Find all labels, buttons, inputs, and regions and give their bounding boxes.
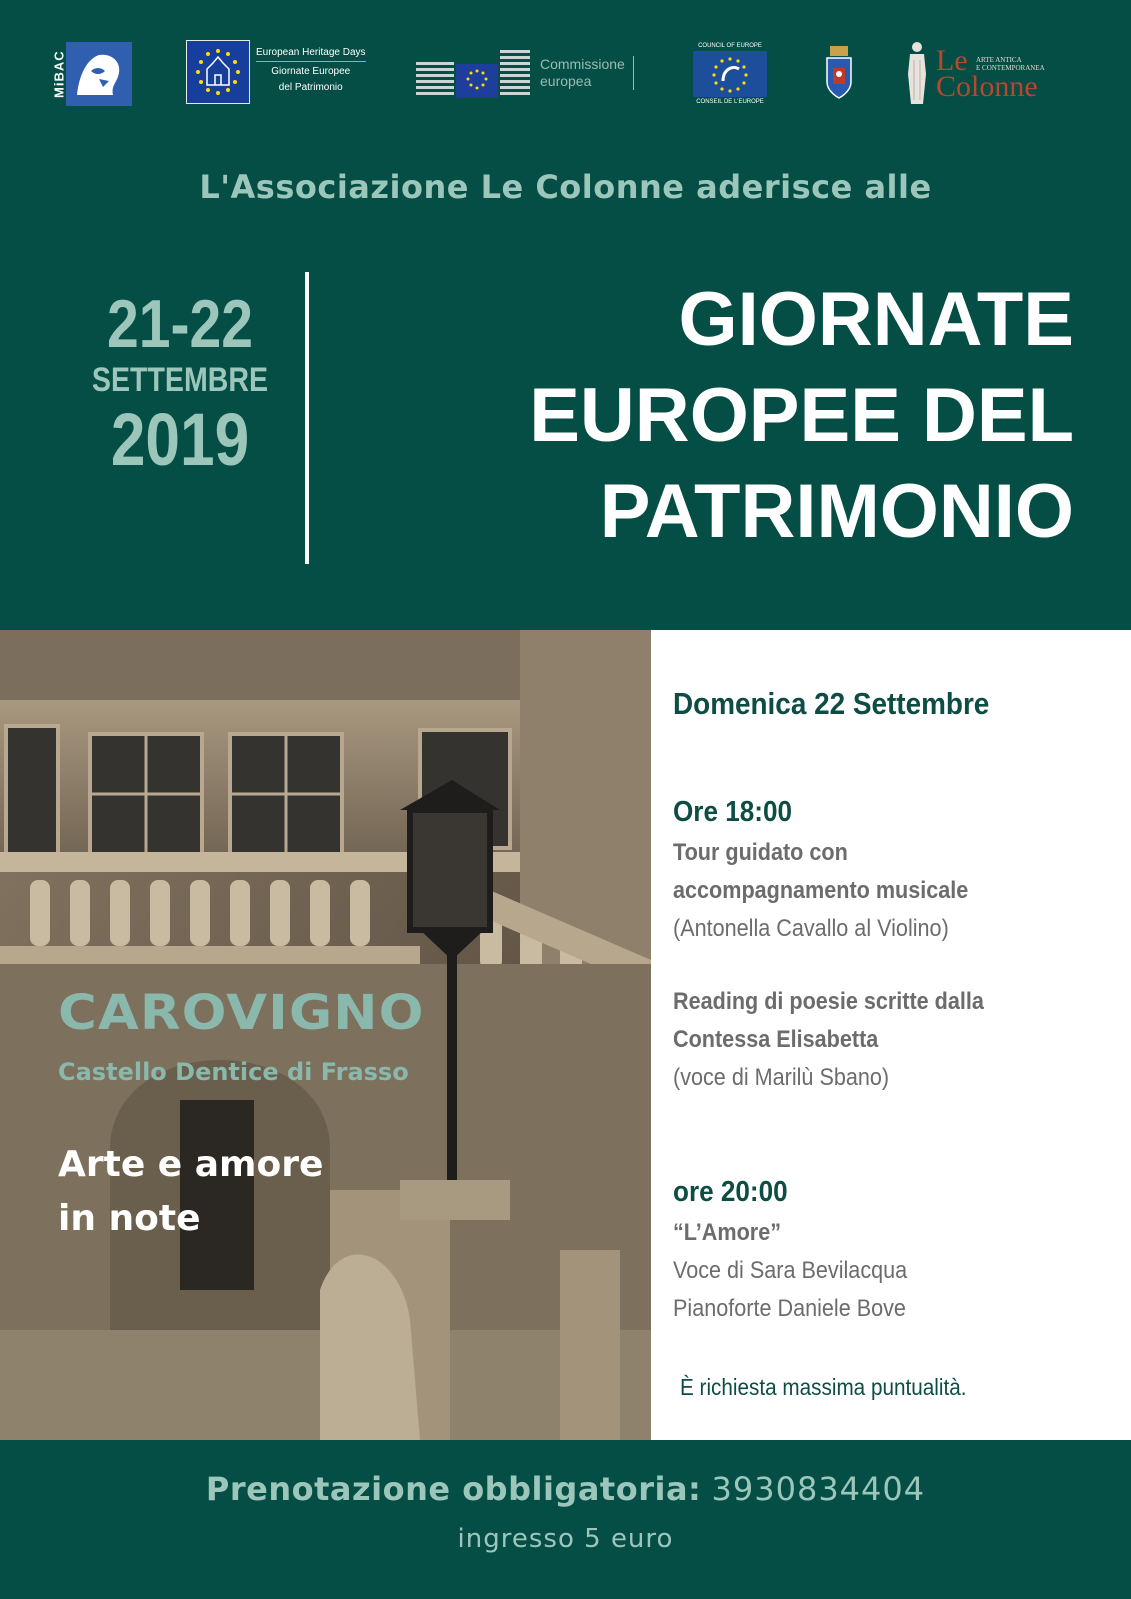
statue-figure-icon	[902, 40, 932, 108]
date-year: 2019	[110, 398, 250, 481]
commissione-line1: Commissione	[540, 56, 625, 72]
event-subtitle-line2: in note	[58, 1198, 201, 1239]
mibac-logo-text: MiBAC	[51, 50, 67, 98]
le-colonne-tagline-line2: E CONTEMPORANEA	[976, 64, 1045, 72]
event-subtitle-line1: Arte e amore	[58, 1144, 324, 1185]
le-colonne-logo	[902, 40, 1072, 108]
activity-3-line1: Voce di Sara Bevilacqua	[673, 1257, 908, 1284]
ehd-label-line2: Giornate Europee	[271, 66, 351, 77]
european-heritage-days-logo	[186, 40, 366, 104]
activity-1-line1: Tour guidato con	[673, 839, 848, 866]
event-date	[60, 288, 300, 480]
ehd-label-line1: European Heritage Days	[256, 40, 366, 62]
castle-name: Castello Dentice di Frasso	[58, 1058, 409, 1086]
commissione-europea-logo	[414, 42, 654, 104]
le-colonne-tagline	[976, 56, 1045, 72]
coe-top-label: COUNCIL OF EUROPE	[698, 43, 762, 49]
program-activity-3	[673, 1214, 933, 1328]
city-crest-icon	[824, 44, 854, 102]
le-colonne-tagline-line1: ARTE ANTICA	[976, 56, 1022, 64]
booking-phone[interactable]: 3930834404	[711, 1470, 926, 1508]
event-subtitle	[58, 1138, 458, 1246]
activity-2-line3: (voce di Marilù Sbano)	[673, 1064, 890, 1091]
program-time-1: Ore 18:00	[673, 796, 792, 828]
council-of-europe-logo	[690, 42, 770, 106]
program-activity-1	[673, 834, 1001, 948]
date-days: 21-22	[106, 286, 254, 362]
intro-line: L'Associazione Le Colonne aderisce alle	[199, 168, 932, 206]
activity-3-line2: Pianoforte Daniele Bove	[673, 1295, 906, 1322]
program-time-2: ore 20:00	[673, 1176, 788, 1208]
event-title-line1: GIORNATE	[678, 277, 1074, 362]
mibac-emblem-icon	[66, 42, 132, 106]
footer-band	[0, 1440, 1131, 1599]
booking-line	[0, 1470, 1131, 1508]
program-activity-2	[673, 983, 1018, 1097]
event-title	[354, 272, 1074, 560]
le-colonne-name-line2: Colonne	[936, 70, 1038, 103]
activity-3-title: “L’Amore”	[673, 1219, 782, 1246]
mibac-logo	[52, 42, 132, 106]
eu-heritage-flag-icon	[186, 40, 250, 104]
town-name: CAROVIGNO	[58, 985, 425, 1041]
date-month: SETTEMBRE	[91, 361, 269, 399]
program-day: Domenica 22 Settembre	[673, 686, 990, 721]
header-divider	[305, 272, 309, 564]
commissione-label	[540, 56, 634, 90]
entry-price: ingresso 5 euro	[457, 1524, 674, 1554]
commissione-line2: europea	[540, 73, 592, 89]
coe-emblem-icon	[693, 51, 767, 97]
ehd-label	[250, 40, 366, 104]
activity-1-line3: (Antonella Cavallo al Violino)	[673, 915, 949, 942]
booking-label: Prenotazione obbligatoria:	[205, 1470, 702, 1508]
commission-building-icon	[414, 42, 532, 104]
activity-1-line2: accompagnamento musicale	[673, 877, 969, 904]
le-colonne-name-line1: Le	[936, 44, 968, 77]
coe-bottom-label: CONSEIL DE L'EUROPE	[696, 99, 764, 105]
activity-2-line1: Reading di poesie scritte dalla	[673, 988, 984, 1015]
event-title-line2: EUROPEE DEL	[529, 373, 1074, 458]
punctuality-note: È richiesta massima puntualità.	[680, 1374, 967, 1400]
ehd-label-line3: del Patrimonio	[278, 82, 343, 93]
activity-2-line2: Contessa Elisabetta	[673, 1026, 879, 1053]
event-title-line3: PATRIMONIO	[599, 469, 1074, 554]
